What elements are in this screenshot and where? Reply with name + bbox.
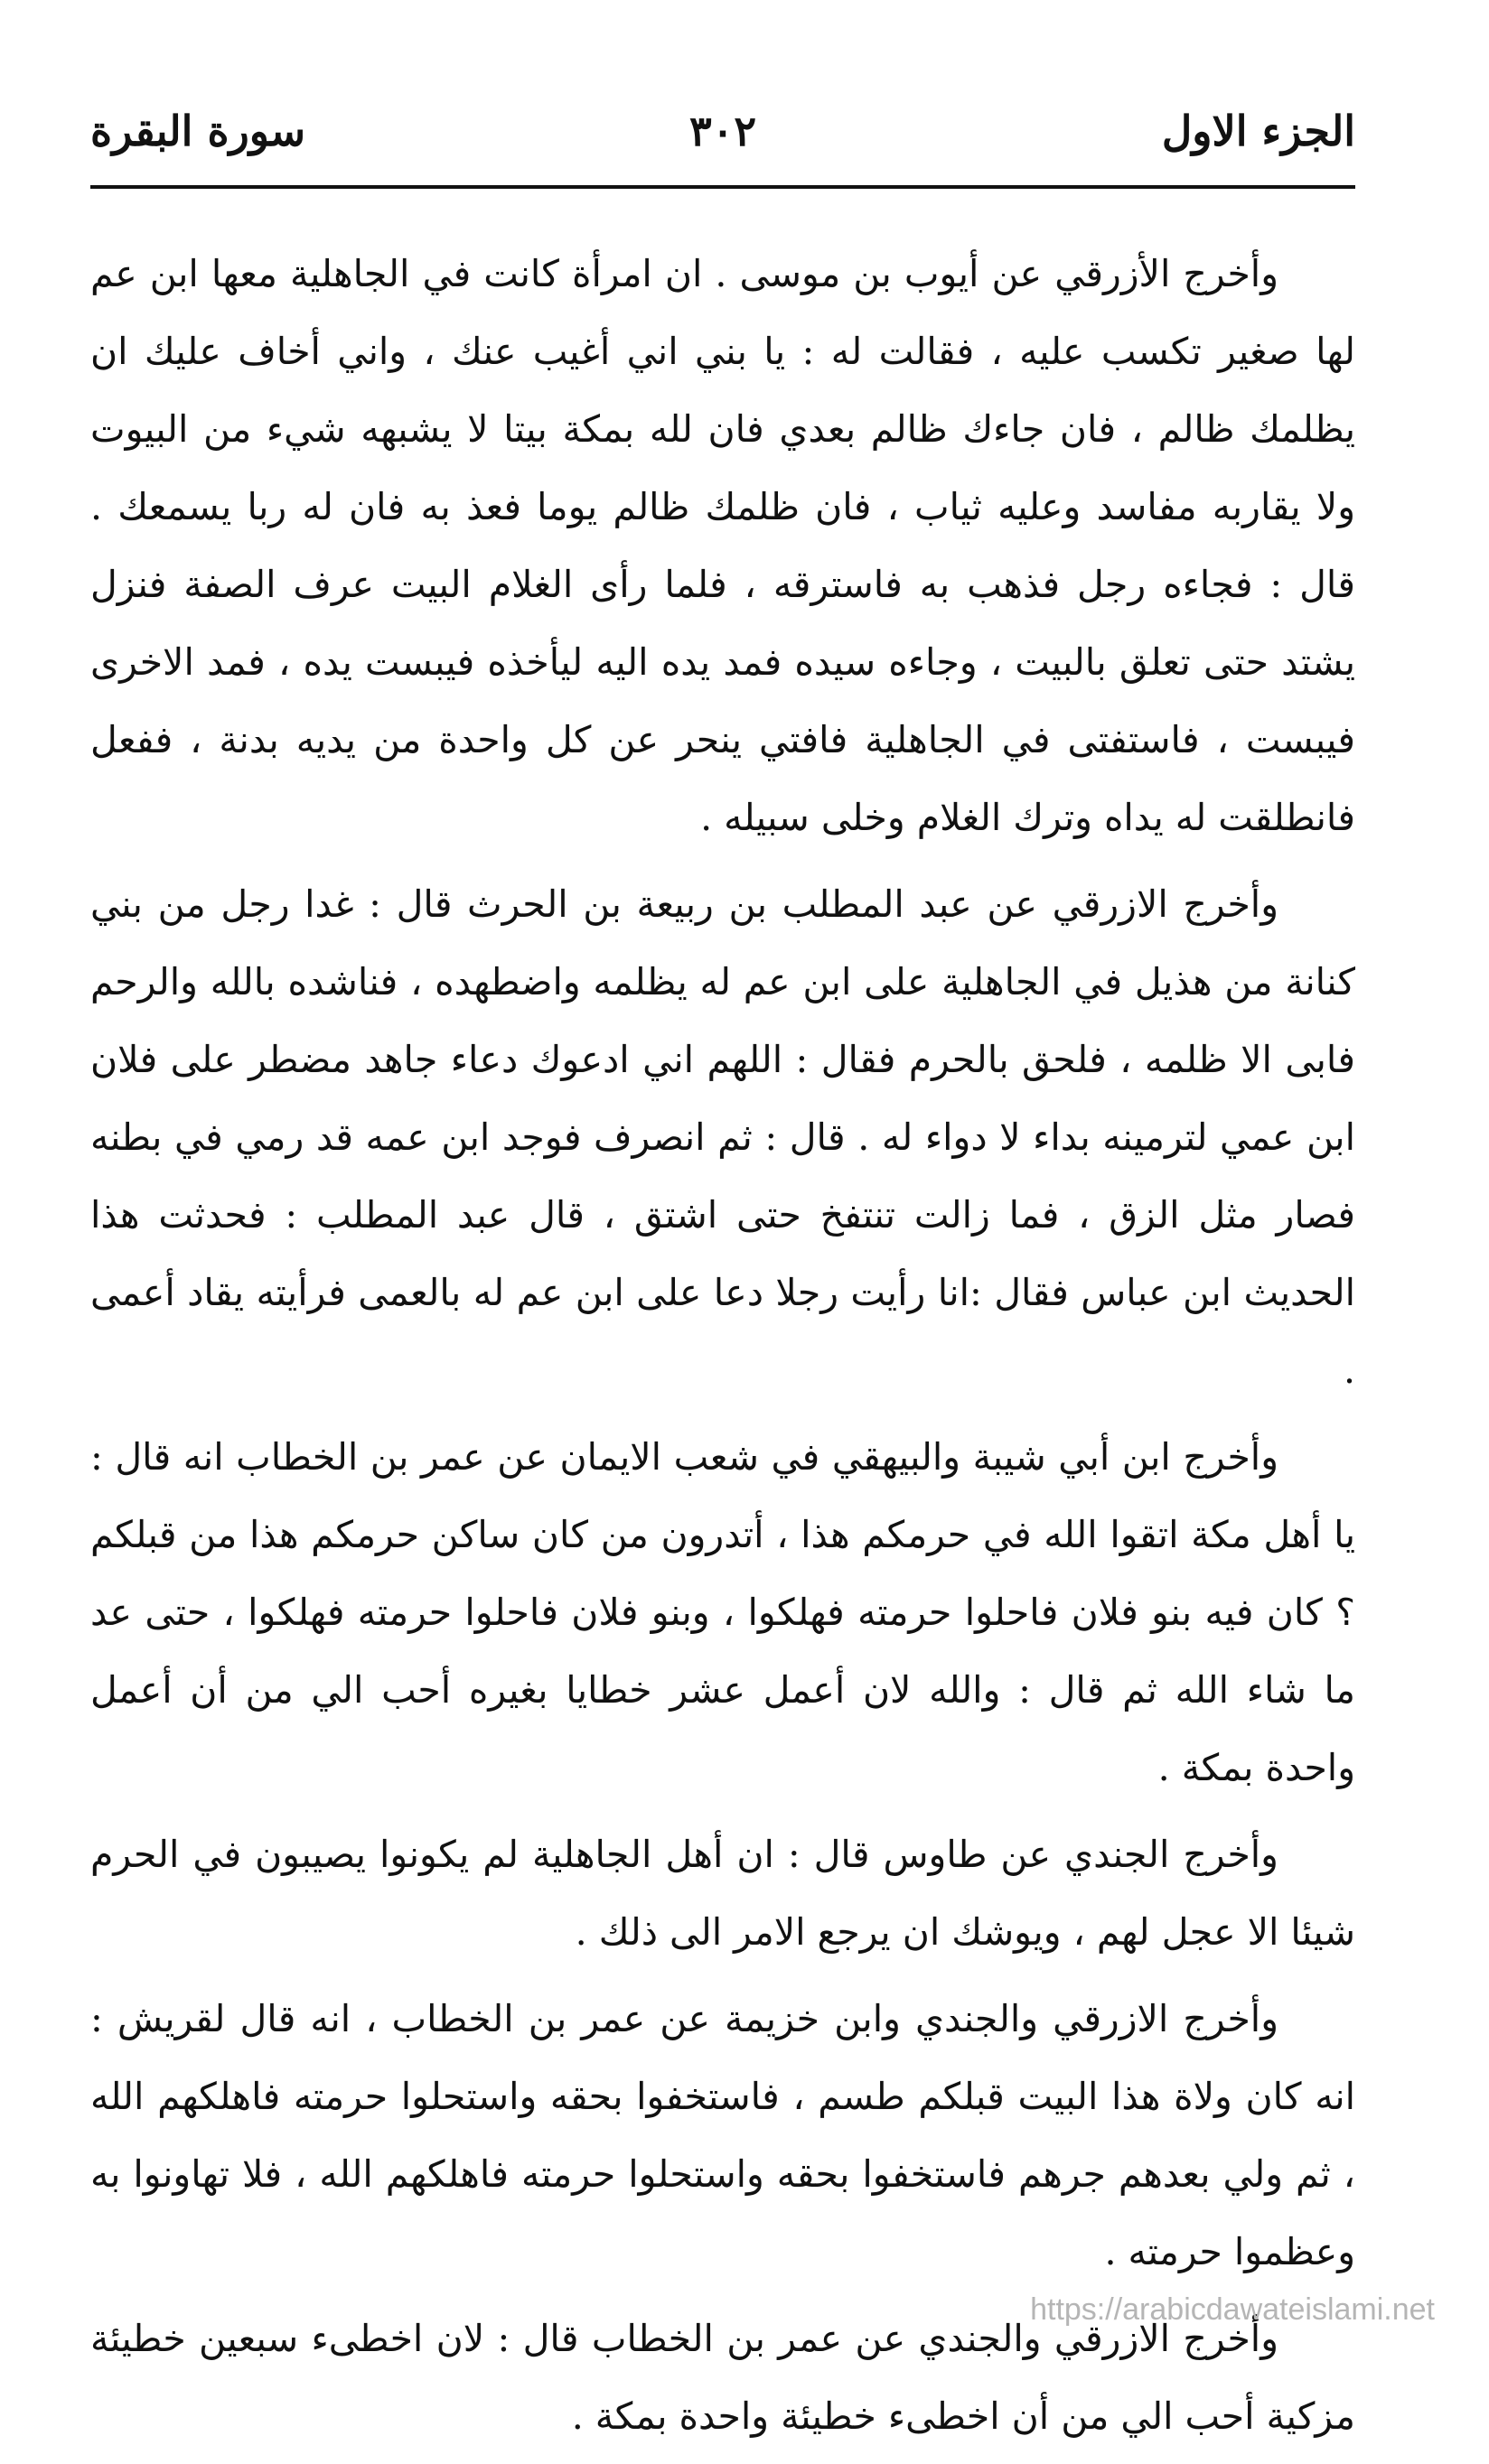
paragraph-3: وأخرج ابن أبي شيبة والبيهقي في شعب الايمان عن عمر بن الخطاب انه قال : يا أهل مكة اتقوا الله في حرمكم هذا ، أتدرون من كان ساكن حرمكم هذا من قبلكم ؟ كان فيه بنو فلان فاحلوا حرمته فهلكوا ، وبنو فلان فاحلوا حرمته فهلكوا ، حتى عد ما شاء الله ثم قال : والله لان أعمل عشر خطايا بغيره أحب الي من أن أعمل واحدة بمكة .: [90, 1435, 1355, 1789]
body-text: [90, 235, 1355, 2464]
paragraph-2: وأخرج الازرقي عن عبد المطلب بن ربيعة بن الحرث قال : غدا رجل من بني كنانة من هذيل في الجاهلية على ابن عم له يظلمه واضطهده ، فناشده بالله والرحم فابى الا ظلمه ، فلحق بالحرم فقال : اللهم اني ادعوك دعاء جاهد مضطر على فلان ابن عمي لترمينه بداء لا دواء له . قال : ثم انصرف فوجد ابن عمه قد رمي في بطنه فصار مثل الزق ، فما زالت تنتفخ حتى اشتق ، قال عبد المطلب : فحدثت هذا الحديث ابن عباس فقال :انا رأيت رجلا دعا على ابن عم له بالعمى فرأيته يقاد أعمى .: [90, 882, 1355, 1392]
page-header: [90, 86, 1355, 176]
paragraph-5: وأخرج الازرقي والجندي وابن خزيمة عن عمر بن الخطاب ، انه قال لقريش : انه كان ولاة هذا البيت قبلكم طسم ، فاستخفوا بحقه واستحلوا حرمته فاهلكهم الله ، ثم ولي بعدهم جرهم فاستخفوا بحقه واستحلوا حرمته فاهلكهم الله ، فلا تهاونوا به وعظموا حرمته .: [90, 1997, 1355, 2273]
surah-title: سورة البقرة: [90, 107, 306, 155]
watermark-url: https://arabicdawateislami.net: [1030, 2292, 1435, 2327]
paragraph-6: وأخرج الازرقي والجندي عن عمر بن الخطاب قال : لان اخطىء سبعين خطيئة مزكية أحب الي من أن اخطىء خطيئة واحدة بمكة .: [90, 2317, 1355, 2438]
page-number: ٣٠٢: [688, 107, 757, 155]
paragraph-4: وأخرج الجندي عن طاوس قال : ان أهل الجاهلية لم يكونوا يصيبون في الحرم شيئا الا عجل لهم ، ويوشك ان يرجع الامر الى ذلك .: [90, 1833, 1355, 1954]
paragraph-1: وأخرج الأزرقي عن أيوب بن موسى . ان امرأة كانت في الجاهلية معها ابن عم لها صغير تكسب عليه ، فقالت له : يا بني اني أغيب عنك ، واني أخاف عليك ان يظلمك ظالم ، فان جاءك ظالم بعدي فان لله بمكة بيتا لا يشبهه شيء من البيوت ولا يقاربه مفاسد وعليه ثياب ، فان ظلمك ظالم يوما فعذ به فان له ربا يسمعك . قال : فجاءه رجل فذهب به فاسترقه ، فلما رأى الغلام البيت عرف الصفة فنزل يشتد حتى تعلق بالبيت ، وجاءه سيده فمد يده اليه ليأخذه فيبست يده ، فمد الاخرى فيبست ، فاستفتى في الجاهلية فافتي ينحر عن كل واحدة من يديه بدنة ، ففعل فانطلقت له يداه وترك الغلام وخلى سبيله .: [90, 252, 1356, 839]
part-title: الجزء الاول: [1161, 107, 1355, 155]
header-divider: [90, 185, 1355, 189]
